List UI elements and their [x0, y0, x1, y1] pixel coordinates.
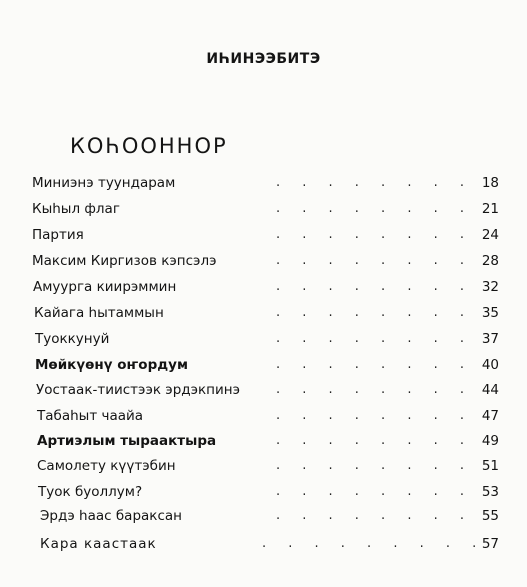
leader-dots: . . . . . . . . . — [262, 536, 486, 551]
toc-entry-page: 32 — [481, 279, 499, 295]
toc-entry-title: Максим Киргизов кэпсэлэ — [32, 253, 217, 269]
leader-dots: . . . . . . . . — [276, 357, 473, 372]
toc-entry — [0, 175, 527, 195]
toc-entry — [0, 536, 527, 556]
toc-entry — [0, 458, 527, 478]
toc-entry-title: Кайага һытаммын — [34, 305, 164, 321]
leader-dots: . . . . . . . . — [276, 433, 473, 448]
toc-entry-title: Табаһыт чаайа — [37, 408, 144, 424]
toc-entry-page: 55 — [481, 508, 499, 524]
toc-entry-title: Эрдэ һаас бараксан — [40, 508, 182, 524]
section-heading: КОҺООННОР — [70, 134, 228, 158]
toc-entry-page: 49 — [481, 433, 499, 449]
leader-dots: . . . . . . . . — [276, 227, 473, 242]
toc-entry-page: 47 — [481, 408, 499, 424]
toc-entry-page: 24 — [481, 227, 499, 243]
leader-dots: . . . . . . . . — [276, 175, 473, 190]
leader-dots: . . . . . . . . — [276, 508, 473, 523]
toc-entry-page: 53 — [481, 484, 499, 500]
toc-entry — [0, 305, 527, 325]
leader-dots: . . . . . . . . — [276, 484, 473, 499]
toc-entry — [0, 408, 527, 428]
toc-entry-title: Туоккунуй — [35, 331, 110, 347]
toc-entry-page: 35 — [481, 305, 499, 321]
toc-entry-title: Артиэлым тыраактыра — [37, 433, 217, 449]
toc-entry-title: Партия — [32, 227, 84, 243]
toc-entry-page: 57 — [481, 536, 499, 552]
toc-entry — [0, 433, 527, 453]
toc-entry — [0, 279, 527, 299]
leader-dots: . . . . . . . . — [276, 408, 473, 423]
toc-entry-title: Туок буоллум? — [38, 484, 143, 500]
toc-entry-title: Мөйкүөнү оҥордум — [35, 357, 188, 373]
toc-entry-page: 21 — [481, 201, 499, 217]
toc-entry-page: 37 — [481, 331, 499, 347]
toc-entry-title: Самолету күүтэбин — [37, 458, 176, 474]
toc-entry — [0, 331, 527, 351]
page-title: ИҺИНЭЭБИТЭ — [206, 51, 321, 67]
leader-dots: . . . . . . . . — [276, 279, 473, 294]
leader-dots: . . . . . . . . — [276, 382, 473, 397]
leader-dots: . . . . . . . . — [276, 458, 473, 473]
toc-entry-title: Уостаак-тиистээк эрдэкпинэ — [36, 382, 241, 398]
toc-entry-page: 28 — [481, 253, 499, 269]
leader-dots: . . . . . . . . — [276, 331, 473, 346]
leader-dots: . . . . . . . . — [276, 253, 473, 268]
toc-entry — [0, 201, 527, 221]
toc-entry — [0, 357, 527, 377]
toc-entry-page: 51 — [481, 458, 499, 474]
toc-entry — [0, 227, 527, 247]
toc-entry-page: 44 — [481, 382, 499, 398]
toc-entry — [0, 484, 527, 504]
toc-entry-title: Кара каастаак — [40, 536, 157, 552]
toc-entry — [0, 253, 527, 273]
toc-entry-page: 18 — [481, 175, 499, 191]
toc-entry-title: Амуурга киирэммин — [33, 279, 177, 295]
toc-entry-title: Миниэнэ туундарам — [32, 175, 176, 191]
toc-entry — [0, 382, 527, 402]
leader-dots: . . . . . . . . — [276, 201, 473, 216]
toc-entry — [0, 508, 527, 528]
leader-dots: . . . . . . . . — [276, 305, 473, 320]
toc-entry-page: 40 — [481, 357, 499, 373]
toc-entry-title: Кыһыл флаг — [32, 201, 120, 217]
